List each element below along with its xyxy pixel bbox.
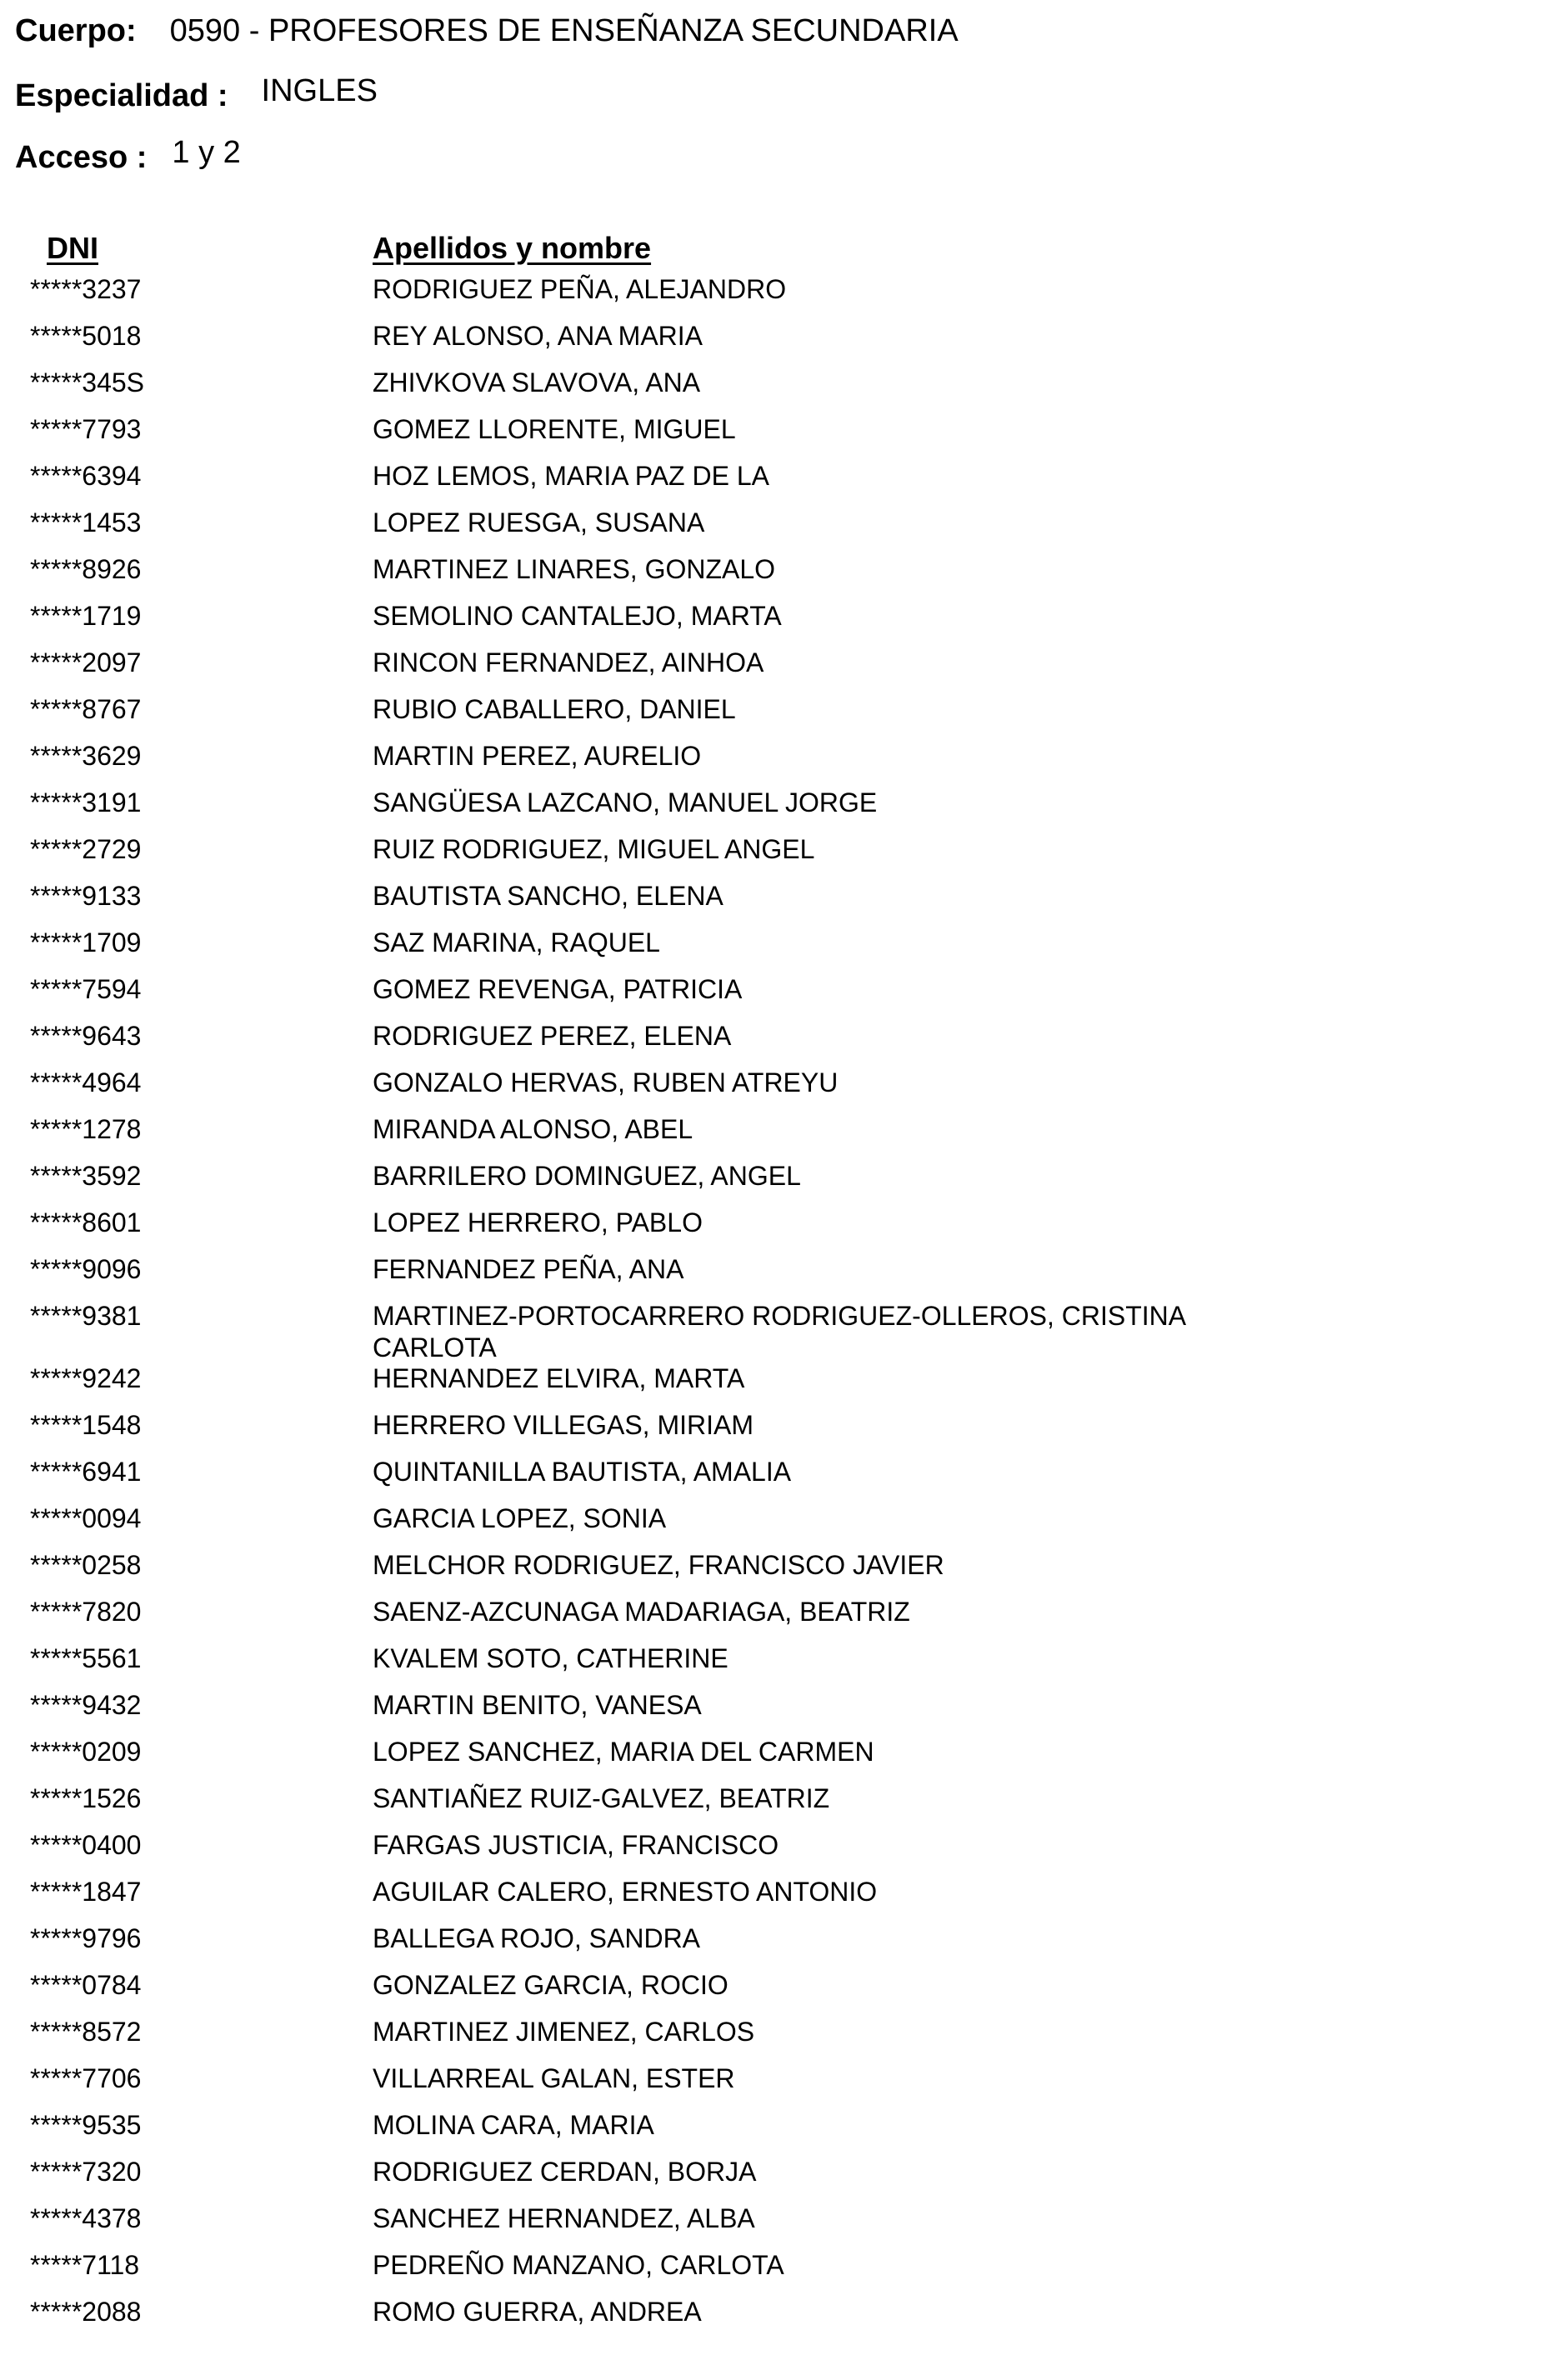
name-value: FARGAS JUSTICIA, FRANCISCO: [373, 1830, 779, 1860]
name-value: RUIZ RODRIGUEZ, MIGUEL ANGEL: [373, 834, 815, 864]
list-item: [0, 460, 1547, 507]
name-value: GOMEZ REVENGA, PATRICIA: [373, 974, 743, 1004]
list-item: [0, 1969, 1547, 2016]
dni-value: *****9381: [30, 1301, 142, 1331]
list-item: [0, 1642, 1547, 1689]
name-value: LOPEZ RUESGA, SUSANA: [373, 508, 705, 538]
name-value: SANTIAÑEZ RUIZ-GALVEZ, BEATRIZ: [373, 1783, 830, 1813]
list-item: [0, 367, 1547, 413]
name-value: VILLARREAL GALAN, ESTER: [373, 2063, 735, 2093]
name-value: RODRIGUEZ PEÑA, ALEJANDRO: [373, 274, 787, 304]
name-value: BALLEGA ROJO, SANDRA: [373, 1923, 701, 1953]
list-item: [0, 1502, 1547, 1549]
name-value: GOMEZ LLORENTE, MIGUEL: [373, 414, 736, 444]
dni-value: *****9133: [30, 881, 142, 911]
list-item: [0, 1160, 1547, 1207]
dni-value: *****1719: [30, 601, 142, 631]
dni-value: *****8601: [30, 1208, 142, 1238]
cuerpo-value: 0590 - PROFESORES DE ENSEÑANZA SECUNDARIA: [169, 13, 959, 48]
list-item: [0, 647, 1547, 693]
dni-value: *****1847: [30, 1877, 142, 1907]
name-value: BARRILERO DOMINGUEZ, ANGEL: [373, 1161, 801, 1191]
dni-value: *****0258: [30, 1550, 142, 1580]
dni-value: *****7320: [30, 2157, 142, 2187]
name-value: LOPEZ HERRERO, PABLO: [373, 1208, 703, 1238]
list-item: [0, 1829, 1547, 1876]
list-item: [0, 880, 1547, 927]
dni-value: *****1709: [30, 928, 142, 958]
dni-value: *****1453: [30, 508, 142, 538]
acceso-value: 1 y 2: [172, 135, 241, 170]
dni-value: *****4378: [30, 2203, 142, 2233]
name-value: MARTIN PEREZ, AURELIO: [373, 741, 702, 771]
dni-column-header: DNI: [47, 231, 98, 265]
list-item: [0, 1409, 1547, 1456]
name-value: MARTINEZ JIMENEZ, CARLOS: [373, 2017, 755, 2047]
list-item: [0, 2109, 1547, 2156]
list-item: [0, 320, 1547, 367]
list-item: [0, 1362, 1547, 1409]
list-item: [0, 973, 1547, 1020]
name-value: GONZALEZ GARCIA, ROCIO: [373, 1970, 728, 2000]
name-value: MARTINEZ-PORTOCARRERO RODRIGUEZ-OLLEROS, CRISTINA CARLOTA: [373, 1301, 1185, 1362]
dni-value: *****1526: [30, 1783, 142, 1813]
dni-value: *****8767: [30, 694, 142, 724]
name-value: PEDREÑO MANZANO, CARLOTA: [373, 2250, 784, 2280]
list-item: [0, 833, 1547, 880]
dni-value: *****6394: [30, 461, 142, 491]
dni-value: *****5018: [30, 321, 142, 351]
dni-value: *****0400: [30, 1830, 142, 1860]
list-item: [0, 1207, 1547, 1253]
name-value: FERNANDEZ PEÑA, ANA: [373, 1254, 684, 1284]
list-item: [0, 1253, 1547, 1300]
dni-value: *****8572: [30, 2017, 142, 2047]
dni-value: *****9535: [30, 2110, 142, 2140]
name-value: SAZ MARINA, RAQUEL: [373, 928, 660, 958]
list-item: [0, 2156, 1547, 2202]
cuerpo-row: [15, 12, 959, 50]
dni-value: *****9096: [30, 1254, 142, 1284]
name-value: HOZ LEMOS, MARIA PAZ DE LA: [373, 461, 769, 491]
list-item: [0, 1922, 1547, 1969]
dni-value: *****7594: [30, 974, 142, 1004]
dni-value: *****3191: [30, 788, 142, 818]
name-value: RODRIGUEZ CERDAN, BORJA: [373, 2157, 757, 2187]
list-item: [0, 1596, 1547, 1642]
list-item: [0, 553, 1547, 600]
dni-value: *****2097: [30, 648, 142, 678]
dni-value: *****5561: [30, 1643, 142, 1673]
acceso-label: Acceso :: [15, 140, 148, 175]
dni-value: *****9643: [30, 1021, 142, 1051]
list-item: [0, 2062, 1547, 2109]
dni-value: *****6941: [30, 1457, 142, 1487]
list-item: [0, 2202, 1547, 2249]
list-item: [0, 273, 1547, 320]
dni-value: *****2729: [30, 834, 142, 864]
list-item: [0, 1113, 1547, 1160]
name-value: KVALEM SOTO, CATHERINE: [373, 1643, 728, 1673]
name-value: MOLINA CARA, MARIA: [373, 2110, 654, 2140]
dni-value: *****7706: [30, 2063, 142, 2093]
list-item: [0, 2249, 1547, 2296]
dni-value: *****0094: [30, 1503, 142, 1533]
acceso-row: [15, 135, 241, 177]
list-item: [0, 1456, 1547, 1502]
especialidad-row: [15, 73, 378, 115]
dni-value: *****7118: [30, 2250, 140, 2280]
cuerpo-label: Cuerpo:: [15, 13, 137, 48]
name-value: ZHIVKOVA SLAVOVA, ANA: [373, 368, 701, 398]
dni-value: *****1548: [30, 1410, 142, 1440]
name-value: MELCHOR RODRIGUEZ, FRANCISCO JAVIER: [373, 1550, 944, 1580]
name-value: HERNANDEZ ELVIRA, MARTA: [373, 1363, 745, 1393]
name-value: AGUILAR CALERO, ERNESTO ANTONIO: [373, 1877, 878, 1907]
name-value: SEMOLINO CANTALEJO, MARTA: [373, 601, 782, 631]
list-item: [0, 693, 1547, 740]
dni-value: *****4964: [30, 1068, 142, 1098]
dni-value: *****3237: [30, 274, 142, 304]
dni-value: *****9432: [30, 1690, 142, 1720]
dni-value: *****3592: [30, 1161, 142, 1191]
list-item: [0, 1300, 1547, 1362]
dni-value: *****2088: [30, 2297, 142, 2327]
name-value: ROMO GUERRA, ANDREA: [373, 2297, 702, 2327]
name-value: RODRIGUEZ PEREZ, ELENA: [373, 1021, 732, 1051]
name-value: QUINTANILLA BAUTISTA, AMALIA: [373, 1457, 792, 1487]
name-value: LOPEZ SANCHEZ, MARIA DEL CARMEN: [373, 1737, 874, 1767]
list-item: [0, 413, 1547, 460]
dni-value: *****0784: [30, 1970, 142, 2000]
candidate-list: [0, 273, 1547, 2342]
list-item: [0, 1549, 1547, 1596]
name-value: SANGÜESA LAZCANO, MANUEL JORGE: [373, 788, 878, 818]
name-value: SANCHEZ HERNANDEZ, ALBA: [373, 2203, 755, 2233]
name-value: BAUTISTA SANCHO, ELENA: [373, 881, 723, 911]
dni-value: *****7820: [30, 1597, 142, 1627]
list-item: [0, 507, 1547, 553]
name-value: MIRANDA ALONSO, ABEL: [373, 1114, 693, 1144]
name-value: HERRERO VILLEGAS, MIRIAM: [373, 1410, 753, 1440]
list-item: [0, 2016, 1547, 2062]
list-item: [0, 1067, 1547, 1113]
list-item: [0, 1020, 1547, 1067]
list-item: [0, 1736, 1547, 1782]
name-value: SAENZ-AZCUNAGA MADARIAGA, BEATRIZ: [373, 1597, 910, 1627]
list-item: [0, 1782, 1547, 1829]
name-value: RUBIO CABALLERO, DANIEL: [373, 694, 736, 724]
dni-value: *****9242: [30, 1363, 142, 1393]
name-value: MARTIN BENITO, VANESA: [373, 1690, 702, 1720]
list-item: [0, 600, 1547, 647]
name-value: GARCIA LOPEZ, SONIA: [373, 1503, 667, 1533]
dni-value: *****8926: [30, 554, 142, 584]
name-value: REY ALONSO, ANA MARIA: [373, 321, 703, 351]
list-item: [0, 1876, 1547, 1922]
dni-value: *****345S: [30, 368, 144, 398]
especialidad-label: Especialidad :: [15, 78, 228, 113]
especialidad-value: INGLES: [261, 73, 378, 108]
dni-value: *****0209: [30, 1737, 142, 1767]
list-item: [0, 1689, 1547, 1736]
dni-value: *****1278: [30, 1114, 142, 1144]
dni-value: *****3629: [30, 741, 142, 771]
name-value: RINCON FERNANDEZ, AINHOA: [373, 648, 764, 678]
name-column-header: Apellidos y nombre: [373, 231, 652, 265]
dni-value: *****7793: [30, 414, 142, 444]
list-item: [0, 927, 1547, 973]
list-item: [0, 787, 1547, 833]
name-value: MARTINEZ LINARES, GONZALO: [373, 554, 776, 584]
dni-value: *****9796: [30, 1923, 142, 1953]
name-value: GONZALO HERVAS, RUBEN ATREYU: [373, 1068, 839, 1098]
list-item: [0, 740, 1547, 787]
list-item: [0, 2296, 1547, 2342]
